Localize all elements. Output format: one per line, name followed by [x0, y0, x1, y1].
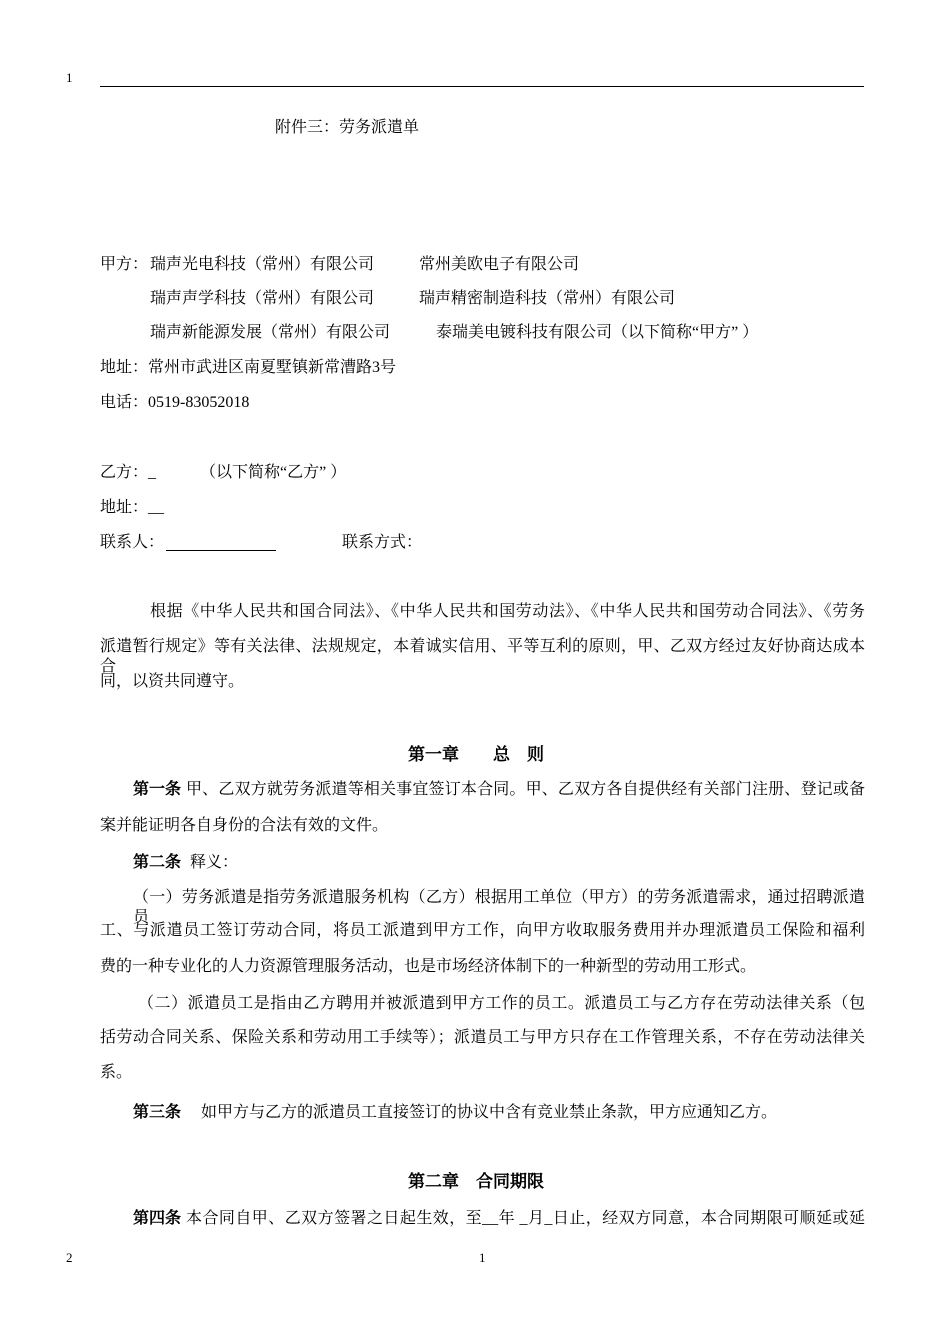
definition-line: 系。 [100, 1064, 133, 1081]
company: 瑞声新能源发展（常州）有限公司 [150, 324, 391, 341]
company: 瑞声声学科技（常州）有限公司 [150, 290, 375, 307]
article-text: 甲、乙双方就劳务派遣等相关事宜签订本合同。甲、乙双方各自提供经有关部门注册、登记或备 [186, 781, 865, 798]
header-rule [100, 86, 864, 87]
line-number: 2 [66, 1250, 73, 1265]
chapter-2-title: 第二章 合同期限 [408, 1172, 544, 1191]
company: 瑞声精密制造科技（常州）有限公司 [419, 290, 676, 307]
company: 常州美欧电子有限公司 [419, 256, 580, 273]
contact-label: 联系人： [100, 534, 165, 551]
article-text: 释义： [190, 854, 239, 871]
party-b-address: 地址：__ [100, 499, 165, 516]
line-number: 1 [66, 70, 73, 85]
page-number: 1 [479, 1250, 486, 1265]
party-a-alias: （以下简称“甲方” ） [612, 324, 759, 341]
preamble-line: 根据《中华人民共和国合同法》、《中华人民共和国劳动法》、《中华人民共和国劳动合同法》、《劳务 [150, 603, 865, 620]
article-text: 如甲方与乙方的派遣员工直接签订的协议中含有竞业禁止条款，甲方应通知乙方。 [201, 1104, 778, 1121]
definition-line: 费的一种专业化的人力资源管理服务活动，也是市场经济体制下的一种新型的劳动用工形式。 [100, 958, 757, 975]
article-text: 案并能证明各自身份的合法有效的文件。 [100, 817, 389, 834]
article-text: 本合同自甲、乙双方签署之日起生效，至__年 _月_日止，经双方同意，本合同期限可顺延或延 [186, 1210, 865, 1227]
preamble-line: 派遣暂行规定》等有关法律、法规规定，本着诚实信用、平等互利的原则，甲、乙双方经过友好协商达成本合 [100, 638, 865, 675]
article-label: 第三条 [133, 1104, 182, 1121]
definition-line: （二）派遣员工是指由乙方聘用并被派遣到甲方工作的员工。派遣员工与乙方存在劳动法律关系（包 [138, 995, 865, 1012]
company: 泰瑞美电镀科技有限公司 [436, 324, 613, 341]
attachment-title: 附件三：劳务派遣单 [275, 119, 420, 136]
definition-line: 工、与派遣员工签订劳动合同，将员工派遣到甲方工作，向甲方收取服务费用并办理派遣员工保险和福利 [100, 922, 865, 939]
article-label: 第一条 [133, 781, 182, 798]
chapter-1-title: 第一章 总 则 [408, 745, 544, 764]
party-b-alias: （以下简称“乙方” ） [200, 464, 347, 481]
party-a-address: 地址：常州市武进区南夏墅镇新常漕路3号 [100, 359, 397, 376]
definition-line: （一）劳务派遣是指劳务派遣服务机构（乙方）根据用工单位（甲方）的劳务派遣需求，通过招聘派遣员 [133, 889, 865, 926]
party-a-phone: 电话：0519-83052018 [100, 394, 250, 411]
contact-method-label: 联系方式： [342, 534, 423, 551]
article-label: 第二条 [133, 854, 182, 871]
article-label: 第四条 [133, 1210, 182, 1227]
preamble-line: 同，以资共同遵守。 [100, 673, 245, 690]
company: 瑞声光电科技（常州）有限公司 [150, 256, 375, 273]
contact-blank [166, 550, 276, 551]
party-a-label: 甲方： [100, 256, 149, 273]
definition-line: 括劳动合同关系、保险关系和劳动用工手续等）；派遣员工与甲方只存在工作管理关系，不存在劳动法律关 [100, 1029, 865, 1046]
party-b-label: 乙方：_ [100, 464, 157, 481]
